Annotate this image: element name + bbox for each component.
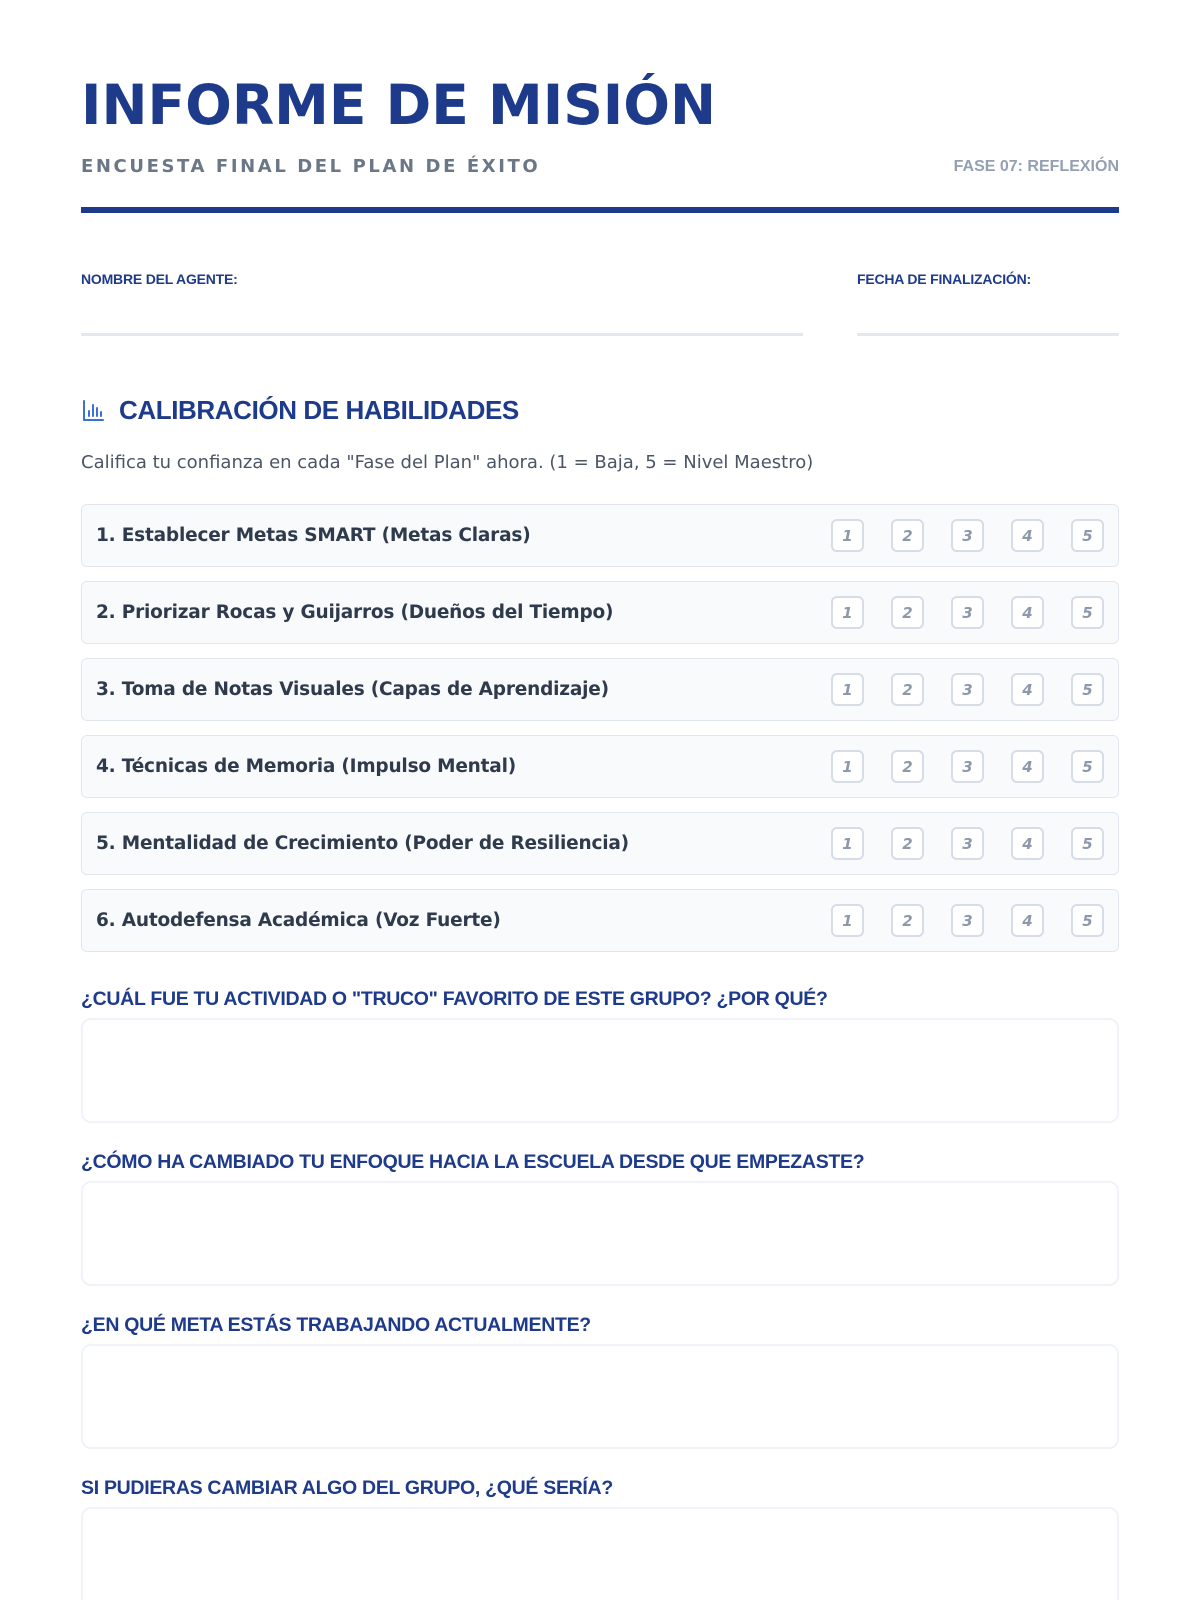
rating-scale (831, 750, 1104, 783)
rating-scale (831, 827, 1104, 860)
rating-option-1[interactable]: 1 (831, 904, 864, 937)
rating-option-3[interactable]: 3 (951, 673, 984, 706)
section-title: CALIBRACIÓN DE HABILIDADES (119, 395, 519, 425)
rating-option-5[interactable]: 5 (1071, 827, 1104, 860)
agent-name-label: NOMBRE DEL AGENTE: (81, 271, 238, 287)
skill-rating-row (81, 581, 1119, 644)
page-title: INFORME DE MISIÓN (81, 73, 717, 137)
skill-rating-row (81, 812, 1119, 875)
skill-rating-row (81, 889, 1119, 952)
answer-textarea[interactable] (81, 1181, 1119, 1286)
rating-option-2[interactable]: 2 (891, 827, 924, 860)
rating-scale (831, 519, 1104, 552)
rating-option-2[interactable]: 2 (891, 750, 924, 783)
rating-option-2[interactable]: 2 (891, 673, 924, 706)
completion-date-label: FECHA DE FINALIZACIÓN: (857, 271, 1031, 287)
question-label: ¿CUÁL FUE TU ACTIVIDAD O "TRUCO" FAVORITO DE ESTE GRUPO? ¿POR QUÉ? (81, 988, 828, 1010)
rating-option-4[interactable]: 4 (1011, 519, 1044, 552)
section-description: Califica tu confianza en cada "Fase del Plan" ahora. (1 = Baja, 5 = Nivel Maestro) (81, 452, 814, 473)
skill-label: 6. Autodefensa Académica (Voz Fuerte) (96, 910, 501, 931)
question-label: ¿EN QUÉ META ESTÁS TRABAJANDO ACTUALMENTE? (81, 1314, 591, 1336)
question-label: SI PUDIERAS CAMBIAR ALGO DEL GRUPO, ¿QUÉ SERÍA? (81, 1477, 613, 1499)
header-divider (81, 207, 1119, 213)
rating-option-1[interactable]: 1 (831, 827, 864, 860)
bar-chart-icon (81, 399, 105, 423)
skill-rating-row (81, 658, 1119, 721)
answer-textarea[interactable] (81, 1507, 1119, 1600)
rating-scale (831, 673, 1104, 706)
skill-label: 5. Mentalidad de Crecimiento (Poder de Resiliencia) (96, 833, 629, 854)
phase-tag: FASE 07: REFLEXIÓN (953, 158, 1119, 175)
section-header (81, 395, 519, 426)
rating-option-2[interactable]: 2 (891, 596, 924, 629)
answer-textarea[interactable] (81, 1018, 1119, 1123)
agent-name-field[interactable] (81, 333, 803, 336)
rating-option-1[interactable]: 1 (831, 750, 864, 783)
rating-option-4[interactable]: 4 (1011, 673, 1044, 706)
rating-option-5[interactable]: 5 (1071, 519, 1104, 552)
rating-option-1[interactable]: 1 (831, 596, 864, 629)
rating-option-2[interactable]: 2 (891, 519, 924, 552)
rating-option-1[interactable]: 1 (831, 673, 864, 706)
skill-label: 4. Técnicas de Memoria (Impulso Mental) (96, 756, 516, 777)
completion-date-field[interactable] (857, 333, 1119, 336)
rating-scale (831, 904, 1104, 937)
question-label: ¿CÓMO HA CAMBIADO TU ENFOQUE HACIA LA ESCUELA DESDE QUE EMPEZASTE? (81, 1151, 865, 1173)
skill-rating-row (81, 735, 1119, 798)
rating-option-4[interactable]: 4 (1011, 596, 1044, 629)
rating-option-3[interactable]: 3 (951, 904, 984, 937)
skill-label: 1. Establecer Metas SMART (Metas Claras) (96, 525, 531, 546)
answer-textarea[interactable] (81, 1344, 1119, 1449)
rating-option-4[interactable]: 4 (1011, 904, 1044, 937)
rating-scale (831, 596, 1104, 629)
rating-option-5[interactable]: 5 (1071, 750, 1104, 783)
rating-option-5[interactable]: 5 (1071, 596, 1104, 629)
rating-option-5[interactable]: 5 (1071, 904, 1104, 937)
skill-rating-row (81, 504, 1119, 567)
page-subtitle: ENCUESTA FINAL DEL PLAN DE ÉXITO (81, 156, 541, 177)
rating-option-5[interactable]: 5 (1071, 673, 1104, 706)
rating-option-3[interactable]: 3 (951, 519, 984, 552)
rating-option-3[interactable]: 3 (951, 596, 984, 629)
skill-label: 2. Priorizar Rocas y Guijarros (Dueños del Tiempo) (96, 602, 614, 623)
rating-option-4[interactable]: 4 (1011, 827, 1044, 860)
rating-option-4[interactable]: 4 (1011, 750, 1044, 783)
rating-option-3[interactable]: 3 (951, 827, 984, 860)
rating-option-2[interactable]: 2 (891, 904, 924, 937)
skill-rating-list (81, 504, 1119, 966)
skill-label: 3. Toma de Notas Visuales (Capas de Aprendizaje) (96, 679, 609, 700)
rating-option-3[interactable]: 3 (951, 750, 984, 783)
rating-option-1[interactable]: 1 (831, 519, 864, 552)
